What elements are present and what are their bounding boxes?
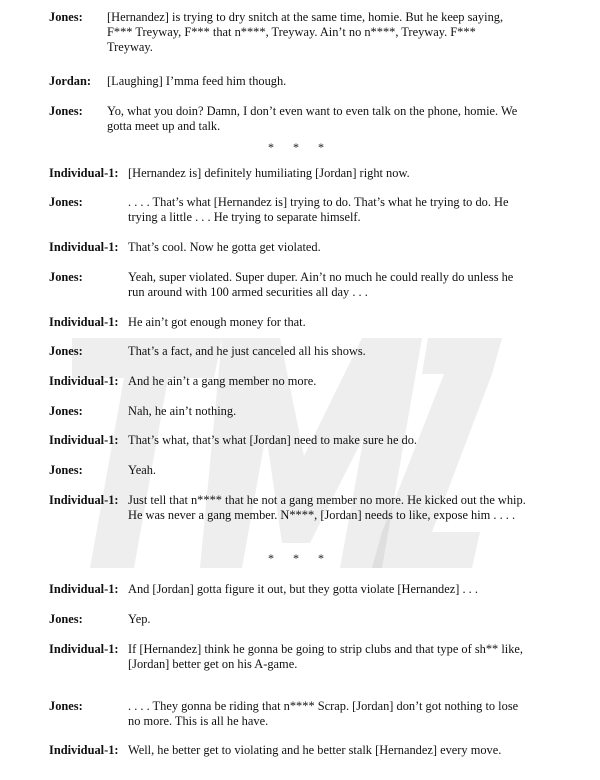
speaker-label: Jones: (49, 612, 83, 626)
tmz-watermark-logo (72, 338, 502, 568)
dialogue-text: And he ain’t a gang member no more. (128, 374, 317, 388)
speaker-label: Jones: (49, 463, 83, 477)
dialogue-text: Well, he better get to violating and he better stalk [Hernandez] every move. (128, 743, 502, 757)
speaker-label: Jones: (49, 10, 83, 24)
dialogue-text: [Laughing] I’mma feed him though. (107, 74, 287, 88)
dialogue-text: . . . . They gonna be riding that n**** Scrap. [Jordan] don’t got nothing to lose no more. This is all he have. (128, 699, 519, 728)
speaker-label: Individual-1: (49, 493, 119, 507)
speaker-label: Individual-1: (49, 315, 119, 329)
speaker-label: Jones: (49, 344, 83, 358)
dialogue-text: Just tell that n**** that he not a gang member no more. He kicked out the whip. He was never a gang member. N****, [Jordan] needs to like, expose him . . . . (128, 493, 526, 522)
speaker-label: Jones: (49, 270, 83, 284)
dialogue-text: That’s what, that’s what [Jordan] need to make sure he do. (128, 433, 418, 447)
dialogue-text: . . . . That’s what [Hernandez is] trying to do. That’s what he trying to do. He trying a little . . . He trying to separate himself. (128, 195, 509, 224)
speaker-label: Jordan: (49, 74, 91, 88)
speaker-label: Jones: (49, 404, 83, 418)
speaker-label: Individual-1: (49, 433, 119, 447)
dialogue-text: [Hernandez] is trying to dry snitch at the same time, homie. But he keep saying, F*** Treyway, F*** that n****, Treyway. Ain’t no n****, Treyway. F*** Treyway. (107, 10, 504, 54)
dialogue-text: And [Jordan] gotta figure it out, but they gotta violate [Hernandez] . . . (128, 582, 478, 596)
dialogue-text: Yo, what you doin? Damn, I don’t even want to even talk on the phone, homie. We gotta meet up and talk. (107, 104, 518, 133)
speaker-label: Individual-1: (49, 374, 119, 388)
dialogue-text: Yeah, super violated. Super duper. Ain’t no much he could really do unless he run around with 100 armed securities all day . . . (128, 270, 514, 299)
dialogue-text: [Hernandez is] definitely humiliating [Jordan] right now. (128, 166, 410, 180)
speaker-label: Individual-1: (49, 642, 119, 656)
dialogue-text: He ain’t got enough money for that. (128, 315, 306, 329)
dialogue-text: If [Hernandez] think he gonna be going to strip clubs and that type of sh** like, [Jordan] better get on his A-game. (128, 642, 524, 671)
speaker-label: Jones: (49, 104, 83, 118)
dialogue-text: Yep. (128, 612, 151, 626)
section-separator: * * * (268, 140, 332, 154)
speaker-label: Individual-1: (49, 743, 119, 757)
section-separator: * * * (268, 551, 332, 565)
dialogue-text: Nah, he ain’t nothing. (128, 404, 237, 418)
speaker-label: Individual-1: (49, 166, 119, 180)
dialogue-text: That’s cool. Now he gotta get violated. (128, 240, 321, 254)
speaker-label: Individual-1: (49, 240, 119, 254)
dialogue-text: That’s a fact, and he just canceled all his shows. (128, 344, 366, 358)
dialogue-text: Yeah. (128, 463, 156, 477)
speaker-label: Jones: (49, 195, 83, 209)
speaker-label: Jones: (49, 699, 83, 713)
speaker-label: Individual-1: (49, 582, 119, 596)
